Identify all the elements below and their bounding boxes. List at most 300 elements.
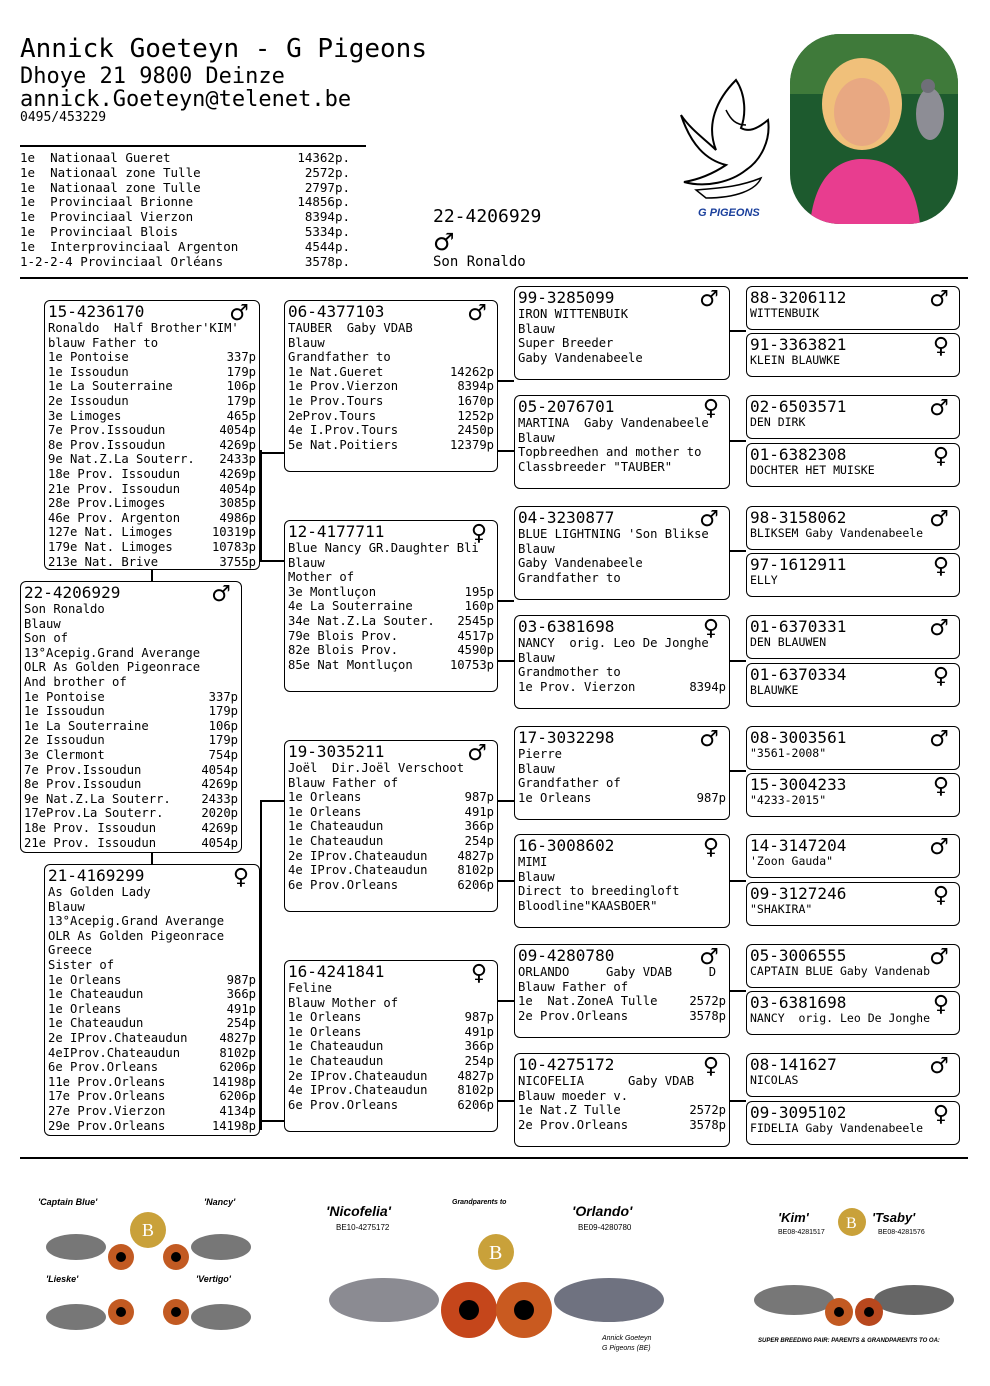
- pedigree-line: [518, 1009, 726, 1024]
- pedigree-line: [24, 821, 238, 836]
- line-text: Blauw: [518, 430, 555, 445]
- pedigree-line: [288, 599, 494, 614]
- pedigree-line: [24, 806, 238, 821]
- ring-number: 09-4280780: [518, 946, 615, 965]
- pedigree-line: [288, 658, 494, 673]
- pedigree-line: [288, 438, 494, 453]
- line-value: 3085p: [219, 496, 256, 511]
- pedigree-box-gen3-7: [514, 944, 730, 1038]
- line-text: 46e Prov. Argenton: [48, 510, 181, 525]
- line-text: Topbreedhen and mother to: [518, 445, 702, 460]
- line-value: 2572p: [689, 994, 726, 1009]
- line-value: 254p: [226, 1016, 256, 1031]
- pedigree-line: [24, 617, 238, 632]
- pedigree-box-gen4-4: [746, 443, 960, 487]
- ring-number: 06-4377103: [288, 302, 385, 321]
- line-text: 2e Prov.Orleans: [518, 1117, 629, 1132]
- pedigree-line: [24, 836, 238, 851]
- female-symbol-icon: ♀: [702, 835, 719, 860]
- pedigree-line: [48, 452, 256, 467]
- pedigree-line: [288, 585, 494, 600]
- pedigree-box-gen1-mother: [44, 864, 260, 1136]
- line-text: 6e Prov.Orleans: [48, 1060, 159, 1075]
- line-text: Grandfather to: [518, 570, 621, 585]
- connector-line: [730, 330, 746, 332]
- pedigree-line: [48, 321, 256, 336]
- line-value: 6206p: [219, 1089, 256, 1104]
- result-label: 1e Provinciaal Brionne: [20, 194, 194, 210]
- result-row: [20, 255, 350, 270]
- line-text: Blauw moeder v.: [518, 1088, 629, 1103]
- male-symbol-icon: ♂: [929, 945, 949, 970]
- header-divider: [20, 145, 366, 147]
- line-text: 17e Prov.Orleans: [48, 1089, 166, 1104]
- line-text: 1e Orleans: [288, 1010, 362, 1025]
- female-symbol-icon: ♀: [702, 396, 719, 421]
- line-text: 4e La Souterraine: [288, 599, 413, 614]
- pedigree-line: [518, 416, 726, 431]
- pedigree-line: [288, 790, 494, 805]
- line-text: 28e Prov.Limoges: [48, 496, 166, 511]
- connector-line: [151, 570, 153, 581]
- pedigree-line: [518, 322, 726, 337]
- pedigree-line: [288, 423, 494, 438]
- pedigree-line: [24, 704, 238, 719]
- line-text: 8e Prov.Issoudun: [48, 437, 166, 452]
- pedigree-box-gen4-14: [746, 991, 960, 1035]
- footer-center-name-1: 'Nicofelia': [326, 1203, 392, 1219]
- line-text: Sister of: [48, 957, 115, 972]
- pedigree-box-gen3-5: [514, 726, 730, 820]
- line-text: 1e La Souterraine: [48, 379, 173, 394]
- result-label: 1e Nationaal Gueret: [20, 150, 171, 165]
- line-text: 'Zoon Gauda": [750, 854, 834, 868]
- connector-line: [730, 440, 746, 442]
- line-value: 366p: [226, 987, 256, 1002]
- pedigree-line: [750, 965, 956, 978]
- line-text: Greece: [48, 943, 93, 958]
- pedigree-line: [288, 981, 494, 996]
- line-value: 254p: [464, 833, 494, 848]
- male-symbol-icon: ♂: [929, 616, 949, 641]
- line-text: 3e Limoges: [48, 408, 122, 423]
- pedigree-line: [288, 379, 494, 394]
- result-value: 3578p.: [304, 253, 350, 269]
- line-text: 1e Chateaudun: [288, 833, 384, 848]
- line-text: DEN DIRK: [750, 415, 806, 429]
- line-text: Blauw: [518, 650, 555, 665]
- pedigree-line: [48, 1075, 256, 1090]
- line-value: 6206p: [457, 877, 494, 892]
- line-text: 82e Blois Prov.: [288, 643, 399, 658]
- pedigree-line: [750, 1012, 956, 1025]
- pedigree-line: [288, 1054, 494, 1069]
- female-symbol-icon: ♀: [470, 961, 487, 986]
- breeder-email[interactable]: annick.Goeteyn@telenet.be: [20, 87, 352, 112]
- line-value: 491p: [464, 804, 494, 819]
- footer-right-ring-2: BE08-4281576: [878, 1229, 925, 1236]
- ring-number: 97-1612911: [750, 555, 847, 574]
- connector-line: [498, 800, 514, 802]
- pedigree-line: [24, 792, 238, 807]
- pedigree-box-gen4-9: [746, 726, 960, 770]
- pedigree-line: [48, 1119, 256, 1134]
- connector-line: [260, 800, 284, 802]
- female-symbol-icon: ♀: [470, 521, 487, 546]
- line-text: 2eProv.Tours: [288, 408, 377, 423]
- pedigree-line: [288, 570, 494, 585]
- female-symbol-icon: ♀: [932, 992, 949, 1017]
- pedigree-line: [48, 973, 256, 988]
- line-value: 4269p: [201, 777, 238, 792]
- pedigree-line: [288, 1039, 494, 1054]
- pedigree-line: [24, 733, 238, 748]
- footer-left-image: [36, 1192, 260, 1352]
- ring-number: 99-3285099: [518, 288, 615, 307]
- pedigree-line: [48, 987, 256, 1002]
- pedigree-line: [288, 761, 494, 776]
- line-value: 8394p: [457, 379, 494, 394]
- female-symbol-icon: ♀: [932, 883, 949, 908]
- ring-number: 91-3363821: [750, 335, 847, 354]
- pedigree-line: [518, 1074, 726, 1089]
- breeder-address: Dhoye 21 9800 Deinze: [20, 64, 285, 89]
- pedigree-line: [288, 629, 494, 644]
- pedigree-box-gen3-3: [514, 506, 730, 600]
- pedigree-line: [288, 1098, 494, 1113]
- connector-line: [498, 450, 514, 452]
- footer-center-owner: Annick Goeteyn: [602, 1335, 652, 1342]
- line-text: Bloodline"KAASBOER": [518, 898, 658, 913]
- line-text: 1e Nat.Gueret: [288, 364, 384, 379]
- pedigree-line: [48, 379, 256, 394]
- line-value: 160p: [464, 599, 494, 614]
- line-text: 8e Prov.Issoudun: [24, 777, 142, 792]
- male-symbol-icon: ♂: [699, 727, 719, 752]
- pedigree-box-gen2-ff: [284, 300, 498, 472]
- pedigree-line: [48, 885, 256, 900]
- line-text: Blauw Father of: [518, 979, 629, 994]
- pedigree-box-subject: [20, 581, 242, 853]
- connector-line: [498, 880, 514, 882]
- pedigree-box-gen3-8: [514, 1053, 730, 1147]
- line-text: IRON WITTENBUIK: [518, 307, 629, 321]
- line-text: ORLANDO Gaby VDAB D: [518, 965, 717, 979]
- line-text: Direct to breedingloft: [518, 884, 680, 899]
- female-symbol-icon: ♀: [932, 554, 949, 579]
- line-text: 1e Orleans: [288, 1024, 362, 1039]
- line-value: 3755p: [219, 554, 256, 569]
- pedigree-box-gen4-10: [746, 773, 960, 817]
- male-symbol-icon: ♂: [929, 727, 949, 752]
- line-text: Feline: [288, 981, 333, 995]
- ring-number: 15-4236170: [48, 302, 145, 321]
- line-value: 4269p: [219, 437, 256, 452]
- connector-line: [151, 853, 153, 864]
- line-text: 1e Orleans: [48, 1001, 122, 1016]
- line-text: 1e Prov.Vierzon: [288, 379, 399, 394]
- line-text: 79e Blois Prov.: [288, 628, 399, 643]
- line-text: Blauw: [518, 541, 555, 556]
- ring-number: 09-3127246: [750, 884, 847, 903]
- result-label: 1e Provinciaal Blois: [20, 223, 179, 239]
- pedigree-line: [518, 336, 726, 351]
- pedigree-line: [518, 527, 726, 542]
- line-text: 2e IProv.Chateaudun: [48, 1030, 188, 1045]
- pedigree-line: [518, 776, 726, 791]
- pedigree-line: [288, 409, 494, 424]
- pedigree-line: [48, 409, 256, 424]
- result-row: [20, 195, 350, 210]
- line-value: 10783p: [211, 539, 256, 554]
- pedigree-box-gen3-6: [514, 834, 730, 928]
- ring-number: 10-4275172: [518, 1055, 615, 1074]
- result-row: [20, 225, 350, 240]
- line-value: 987p: [696, 790, 726, 805]
- pedigree-line: [518, 980, 726, 995]
- line-text: 1e Orleans: [288, 790, 362, 805]
- line-text: 1e Chateaudun: [288, 819, 384, 834]
- pedigree-box-gen4-2: [746, 333, 960, 377]
- ring-number: 04-3230877: [518, 508, 615, 527]
- line-value: 14198p: [211, 1074, 256, 1089]
- male-symbol-icon: ♂: [699, 507, 719, 532]
- male-symbol-icon: ♂: [211, 582, 231, 607]
- result-label: 1-2-2-4 Provinciaal Orléans: [20, 253, 224, 269]
- pedigree-line: [48, 900, 256, 915]
- pedigree-line: [288, 1010, 494, 1025]
- line-text: 2e IProv.Chateaudun: [288, 848, 428, 863]
- pedigree-line: [288, 996, 494, 1011]
- breeder-name: Annick Goeteyn - G Pigeons: [20, 34, 427, 64]
- line-text: Super Breeder: [518, 336, 614, 351]
- connector-line: [498, 600, 514, 602]
- female-symbol-icon: ♀: [932, 1102, 949, 1127]
- pedigree-line: [288, 1025, 494, 1040]
- pedigree-line: [24, 748, 238, 763]
- breeder-phone: 0495/453229: [20, 110, 107, 125]
- line-text: DEN BLAUWEN: [750, 635, 827, 649]
- pedigree-line: [288, 336, 494, 351]
- female-symbol-icon: ♀: [932, 444, 949, 469]
- line-value: 987p: [464, 790, 494, 805]
- line-text: Blauw: [518, 761, 555, 776]
- line-text: Pierre: [518, 747, 563, 761]
- pedigree-line: [288, 394, 494, 409]
- pedigree-line: [48, 1046, 256, 1061]
- footer-center-owner2: G Pigeons (BE): [602, 1345, 651, 1352]
- line-value: 1252p: [457, 408, 494, 423]
- ring-number: 09-3095102: [750, 1103, 847, 1122]
- pedigree-box-gen3-4: [514, 615, 730, 709]
- line-text: 2e IProv.Chateaudun: [288, 1068, 428, 1083]
- ring-number: 12-4177711: [288, 522, 385, 541]
- ring-number: 21-4169299: [48, 866, 145, 885]
- pedigree-box-gen4-16: [746, 1101, 960, 1145]
- ring-number: 01-6382308: [750, 445, 847, 464]
- line-text: 1e Issoudun: [24, 704, 105, 719]
- pedigree-box-gen2-mf: [284, 740, 498, 912]
- footer-right-name-1: 'Kim': [778, 1210, 809, 1225]
- ring-number: 08-141627: [750, 1055, 837, 1074]
- pedigree-line: [48, 1060, 256, 1075]
- line-value: 8102p: [219, 1045, 256, 1060]
- line-text: NICOFELIA Gaby VDAB: [518, 1074, 695, 1088]
- pedigree-line: [750, 354, 956, 367]
- pedigree-line: [48, 336, 256, 351]
- line-value: 491p: [464, 1024, 494, 1039]
- line-text: 1e Orleans: [288, 804, 362, 819]
- pedigree-line: [48, 555, 256, 570]
- ring-number: 88-3206112: [750, 288, 847, 307]
- line-text: 1e Chateaudun: [288, 1053, 384, 1068]
- connector-line: [498, 660, 514, 662]
- line-text: 5e Nat.Poitiers: [288, 437, 399, 452]
- ring-number: 22-4206929: [24, 583, 121, 602]
- line-text: 27e Prov.Vierzon: [48, 1103, 166, 1118]
- pedigree-line: [750, 636, 956, 649]
- result-label: 1e Interprovinciaal Argenton: [20, 238, 239, 254]
- line-text: 1e Orleans: [48, 972, 122, 987]
- pedigree-line: [24, 690, 238, 705]
- line-value: 14262p: [449, 364, 494, 379]
- pedigree-line: [518, 556, 726, 571]
- pedigree-box-gen4-5: [746, 506, 960, 550]
- footer-center-image: [324, 1190, 668, 1366]
- pedigree-box-gen4-11: [746, 834, 960, 878]
- line-value: 4827p: [457, 1068, 494, 1083]
- pedigree-line: [518, 351, 726, 366]
- line-text: Blue Nancy GR.Daughter Bli: [288, 541, 479, 555]
- line-value: 465p: [226, 408, 256, 423]
- line-value: 491p: [226, 1001, 256, 1016]
- pedigree-line: [288, 541, 494, 556]
- line-text: Son Ronaldo: [24, 602, 105, 616]
- footer-center-ring-2: BE09-4280780: [578, 1223, 632, 1232]
- line-value: 366p: [464, 1039, 494, 1054]
- footer-left-name-1: 'Captain Blue': [38, 1197, 98, 1207]
- result-value: 2797p.: [304, 179, 350, 195]
- line-text: 34e Nat.Z.La Souter.: [288, 613, 435, 628]
- female-symbol-icon: ♀: [702, 616, 719, 641]
- pedigree-line: [750, 527, 956, 540]
- line-value: 4054p: [201, 835, 238, 850]
- result-row: [20, 151, 350, 166]
- footer-right-caption: SUPER BREEDING PAIR: PARENTS & GRANDPARENTS TO OA:: [758, 1338, 940, 1344]
- pedigree-line: [48, 1089, 256, 1104]
- pedigree-line: [24, 763, 238, 778]
- pedigree-line: [518, 636, 726, 651]
- pedigree-line: [24, 675, 238, 690]
- line-value: 10319p: [211, 525, 256, 540]
- line-text: Grandmother to: [518, 665, 621, 680]
- pedigree-box-gen4-15: [746, 1053, 960, 1097]
- line-text: 1e Nat.ZoneA Tulle: [518, 994, 658, 1009]
- pedigree-line: [48, 1016, 256, 1031]
- pedigree-line: [518, 870, 726, 885]
- pedigree-line: [48, 496, 256, 511]
- line-text: "SHAKIRA": [750, 902, 813, 916]
- connector-line: [730, 550, 746, 552]
- line-text: 21e Prov. Issoudun: [24, 835, 157, 850]
- line-value: 366p: [464, 819, 494, 834]
- line-text: 213e Nat. Brive: [48, 554, 159, 569]
- line-text: 21e Prov. Issoudun: [48, 481, 181, 496]
- pedigree-line: [288, 805, 494, 820]
- pedigree-line: [518, 1118, 726, 1133]
- connector-line: [730, 660, 746, 662]
- line-text: 1e Orleans: [518, 790, 592, 805]
- line-text: NANCY orig. Leo De Jonghe: [750, 1011, 931, 1025]
- male-symbol-icon: ♂: [229, 301, 249, 326]
- ring-number: 03-6381698: [750, 993, 847, 1012]
- line-text: 127e Nat. Limoges: [48, 525, 173, 540]
- pedigree-line: [48, 525, 256, 540]
- line-text: Joël Dir.Joël Verschoot: [288, 761, 465, 775]
- line-text: 1e Issoudun: [48, 364, 129, 379]
- line-text: 18e Prov. Issoudun: [48, 466, 181, 481]
- pedigree-line: [48, 1031, 256, 1046]
- line-text: 1e Chateaudun: [48, 987, 144, 1002]
- male-symbol-icon: ♂: [467, 301, 487, 326]
- result-label: 1e Nationaal zone Tulle: [20, 164, 201, 180]
- pedigree-line: [750, 1074, 956, 1087]
- line-text: OLR As Golden Pigeonrace: [48, 928, 225, 943]
- pedigree-line: [48, 929, 256, 944]
- line-text: Gaby Vandenabeele: [518, 556, 643, 571]
- line-text: 13°Acepig.Grand Averange: [48, 914, 225, 929]
- line-text: Blauw: [288, 555, 325, 570]
- pedigree-line: [48, 365, 256, 380]
- line-text: Son of: [24, 631, 69, 646]
- line-text: Classbreeder "TAUBER": [518, 459, 673, 474]
- pedigree-line: [48, 958, 256, 973]
- line-text: BLUE LIGHTNING 'Son Blikse: [518, 527, 709, 541]
- line-text: MIMI: [518, 855, 548, 869]
- connector-line: [260, 560, 284, 562]
- section-divider: [20, 277, 968, 279]
- line-value: 195p: [464, 584, 494, 599]
- pedigree-line: [48, 1104, 256, 1119]
- line-text: 17eProv.La Souterr.: [24, 806, 164, 821]
- line-text: 29e Prov.Orleans: [48, 1118, 166, 1133]
- pedigree-line: [288, 321, 494, 336]
- line-text: WITTENBUIK: [750, 306, 820, 320]
- line-text: 1e Prov.Tours: [288, 393, 384, 408]
- line-text: NICOLAS: [750, 1073, 799, 1087]
- pedigree-line: [288, 556, 494, 571]
- pedigree-line: [750, 464, 956, 477]
- ring-number: 19-3035211: [288, 742, 385, 761]
- line-text: 4e I.Prov.Tours: [288, 423, 399, 438]
- line-text: 13°Acepig.Grand Averange: [24, 645, 201, 660]
- line-text: As Golden Lady: [48, 885, 151, 899]
- ring-number: 17-3032298: [518, 728, 615, 747]
- line-value: 10753p: [449, 657, 494, 672]
- line-value: 4590p: [457, 643, 494, 658]
- ring-number: 05-3006555: [750, 946, 847, 965]
- pedigree-line: [518, 431, 726, 446]
- pedigree-line: [48, 943, 256, 958]
- ring-number: 01-6370331: [750, 617, 847, 636]
- ring-number: 01-6370334: [750, 665, 847, 684]
- result-value: 4544p.: [304, 238, 350, 254]
- line-text: Blauw: [288, 335, 325, 350]
- line-text: 4e IProv.Chateaudun: [288, 1083, 428, 1098]
- female-symbol-icon: ♀: [702, 1054, 719, 1079]
- line-text: Blauw: [518, 869, 555, 884]
- pedigree-line: [48, 423, 256, 438]
